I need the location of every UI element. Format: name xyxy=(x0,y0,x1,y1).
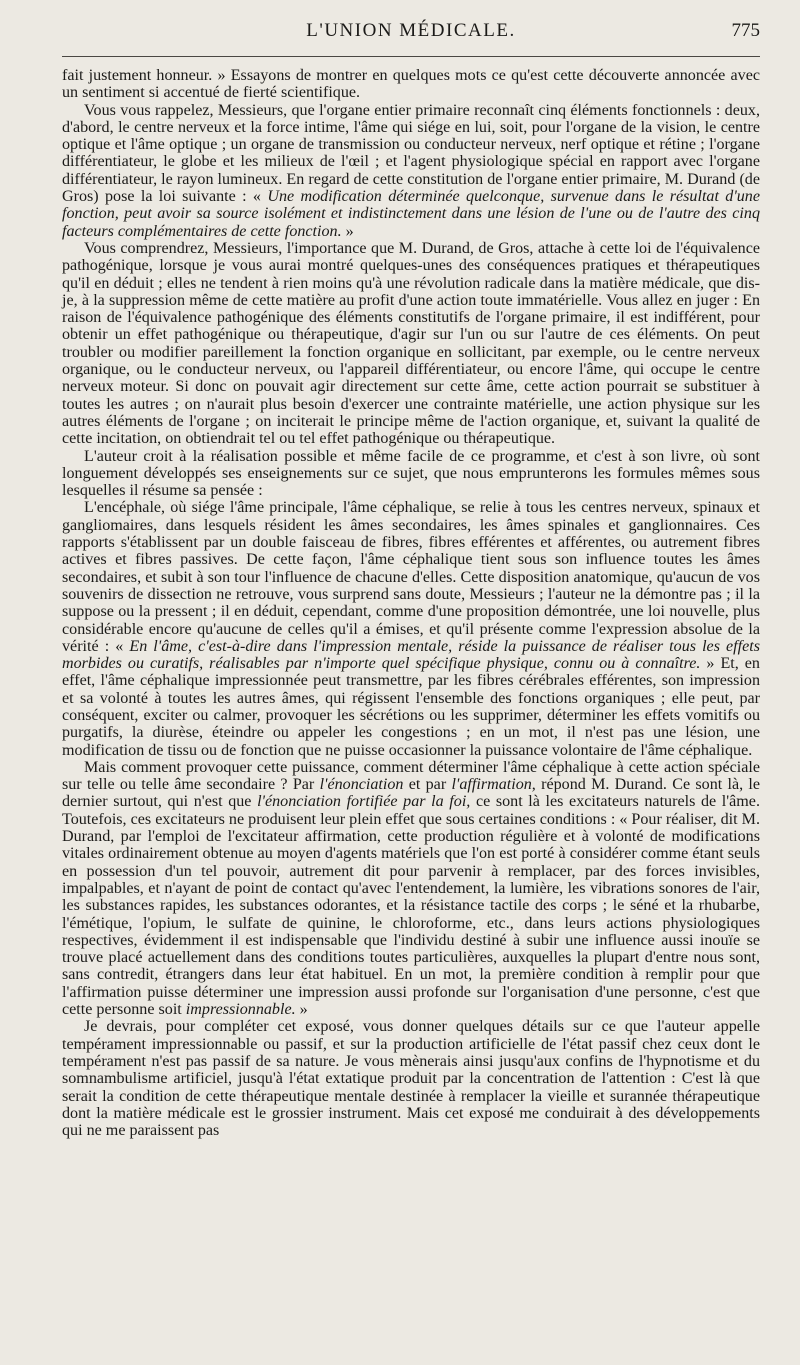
paragraph xyxy=(62,759,760,1018)
paragraph xyxy=(62,240,760,448)
text-segment: » Et, en effet, l'âme céphalique impressionnée peut transmettre, par les fibres cérébrales efférentes, son impression et sa volonté à toutes les autres âmes, qui régissent l'ensemble des fonctions organiques ; elle peut, par conséquent, exciter ou calmer, provoquer les sécrétions ou les supprimer, déterminer les effets vomitifs ou purgatifs, la diurèse, éteindre ou appeler les congestions ; en un mot, il n'est pas une lésion, une modification de tissu ou de fonction que ne puisse occasionner la puissance volontaire de l'âme céphalique. xyxy=(62,655,760,759)
header-rule xyxy=(62,56,760,57)
running-title: L'UNION MÉDICALE. xyxy=(306,20,516,41)
text-segment: Je devrais, pour compléter cet exposé, vous donner quelques détails sur ce que l'auteur appelle tempérament impressionnable ou passif, et sur la production artificielle de l'état passif chez ceux dont le tempérament n'est pas passif de sa nature. Je vous mènerais ainsi jusqu'aux confins de l'hypnotisme et du somnambulisme artificiel, jusqu'à l'état extatique produit par la concentration de l'attention : C'est là que serait la condition de cette thérapeutique mentale destinée à remplacer la vieille et surannée thérapeutique dont la matière médicale est le grossier instrument. Mais cet exposé me conduirait à des développements qui ne me paraissent pas xyxy=(62,1018,760,1140)
text-segment: fait justement honneur. » Essayons de montrer en quelques mots ce qu'est cette découverte annoncée avec un sentiment si accentué de fierté scientifique. xyxy=(62,67,760,102)
body-text xyxy=(62,67,760,1139)
italic-segment: l'énonciation fortifiée par la foi, xyxy=(257,793,471,811)
text-segment: Vous vous rappelez, Messieurs, que l'organe entier primaire reconnaît cinq éléments fonctionnels : deux, d'abord, le centre nerveux et la force intime, l'âme qui siége en lui, soit, pour l'organe de la vision, le centre optique et l'âme optique ; un organe de transmission ou conducteur nerveux, nerf optique et rétine ; l'organe différentiateur, le globe et les milieux de l'œil ; et l'agent physiologique spécial en rapport avec l'organe différentiateur, le rayon lumineux. En regard de cette constitution de l'organe entier primaire, M. Durand (de Gros) pose la loi suivante : « xyxy=(62,101,760,206)
text-segment: répond M. Durand. Ce sont là, le dernier surtout, qui n'est que xyxy=(62,776,761,811)
text-segment: ce sont là les excitateurs naturels de l'âme. Toutefois, ces excitateurs ne produisent leur plein effet que sous certaines conditions : « Pour réaliser, dit M. Durand, par l'emploi de l'excitateur affirmation, cette production régulière et à volonté de modifications vitales ordinairement obtenue au moyen d'agents matériels que l'on est porté à considérer comme étant seuls en possession d'un tel pouvoir, autrement dit pour parvenir à remplacer, par des forces invisibles, impalpables, et n'ayant de point de contact qu'avec l'entendement, la lumière, les vibrations sonores de l'air, les substances rapides, les substances odorantes, et la résistance tactile des corps ; le séné et la rhubarbe, l'émétique, l'opium, le sulfate de quinine, le chloroforme, etc., dans leurs actions physiologiques respectives, évidemment il est indispensable que l'individu destiné à subir une influence aussi inouïe se trouve placé actuellement dans des conditions toutes particulières, auxquelles la plupart d'entre nous sont, sans contredit, étrangers dans leur état habituel. En un mot, la première condition à remplir pour que l'affirmation puisse déterminer une impression aussi profonde sur l'organisation d'une personne, c'est que cette personne soit xyxy=(62,793,760,1019)
text-segment: L'auteur croit à la réalisation possible et même facile de ce programme, et c'est à son livre, où sont longuement développés ses enseignements sur ce sujet, que nous emprunterons les formules mêmes sous lesquelles il résume sa pensée : xyxy=(62,447,760,500)
text-segment: » xyxy=(341,222,354,240)
text-segment: Vous comprendrez, Messieurs, l'importance que M. Durand, de Gros, attache à cette loi de l'équivalence pathogénique, lorsque je vous aurai montré quelques-unes des conséquences pratiques et thérapeutiques qu'il en déduit ; elles ne tendent à rien moins qu'à une révolution radicale dans la matière médicale, que dis-je, à la suppression même de cette matière au profit d'une action toute immatérielle. Vous allez en juger : En raison de l'équivalence pathogénique des éléments constitutifs de l'organe primaire, il est indifférent, pour obtenir un effet pathogénique ou thérapeutique, d'agir sur l'un ou sur l'autre de ces éléments. On peut troubler ou modifier pareillement la fonction organique en sollicitant, par exemple, ou le centre nerveux organique, ou le conducteur nerveux, ou l'appareil différentiateur, ou encore l'âme, qui occupe le centre nerveux moteur. Si donc on pouvait agir directement sur cette âme, cette action pourrait se substituer à toutes les autres ; on n'aurait plus besoin d'exercer une contrainte matérielle, une action physique sur les autres éléments de l'organe ; on inciterait le principe même de l'action organique, et, suivant la qualité de cette incitation, on obtiendrait tel ou tel effet pathogénique ou thérapeutique. xyxy=(62,239,760,448)
italic-segment: impressionnable. xyxy=(185,1001,296,1019)
paragraph xyxy=(62,499,760,758)
paragraph xyxy=(62,102,760,240)
paragraph xyxy=(62,67,760,102)
italic-segment: l'affirmation, xyxy=(451,776,536,794)
page-header xyxy=(62,18,760,52)
paragraph xyxy=(62,448,760,500)
paragraph xyxy=(62,1018,760,1139)
italic-segment: En l'âme, c'est-à-dire dans l'impression mentale, réside la puissance de réaliser tous les effets morbides ou curatifs, réalisables par n'importe quel spécifique physique, connu ou à connaître. xyxy=(62,637,760,673)
text-segment: » xyxy=(295,1001,308,1019)
text-segment: et par xyxy=(403,776,452,794)
text-segment: L'encéphale, où siége l'âme principale, l'âme céphalique, se relie à tous les centres nerveux, spinaux et gangliomaires, dans lesquels résident les âmes secondaires, les âmes spinales et ganglionnaires. Ces rapports s'établissent par un double faisceau de fibres, fibres efférentes et afférentes, ou autrement fibres actives et fibres passives. De cette façon, l'âme céphalique tient sous son influence toutes les âmes secondaires, et subit à son tour l'influence de chacune d'elles. Cette disposition anatomique, qu'aucun de vos souvenirs de dissection ne retrouve, vous surprend sans doute, Messieurs ; l'auteur ne la démontre pas ; il la suppose ou la pressent ; il en déduit, cependant, comme d'une proposition démontrée, une loi nouvelle, plus considérable encore qu'aucune de celles qu'il a émises, et qu'il présente comme l'expression absolue de la vérité : « xyxy=(62,499,760,655)
italic-segment: l'énonciation xyxy=(319,776,404,794)
text-segment: Mais comment provoquer cette puissance, comment déterminer l'âme céphalique à cette action spéciale sur telle ou telle âme secondaire ? Par xyxy=(62,758,760,794)
italic-segment: Une modification déterminée quelconque, survenue dans le résultat d'une fonction, peut avoir sa source isolément et indistinctement dans une lésion de l'une ou de l'autre des cinq facteurs complémentaires de cette fonction. xyxy=(62,188,761,240)
page-number: 775 xyxy=(731,20,760,41)
